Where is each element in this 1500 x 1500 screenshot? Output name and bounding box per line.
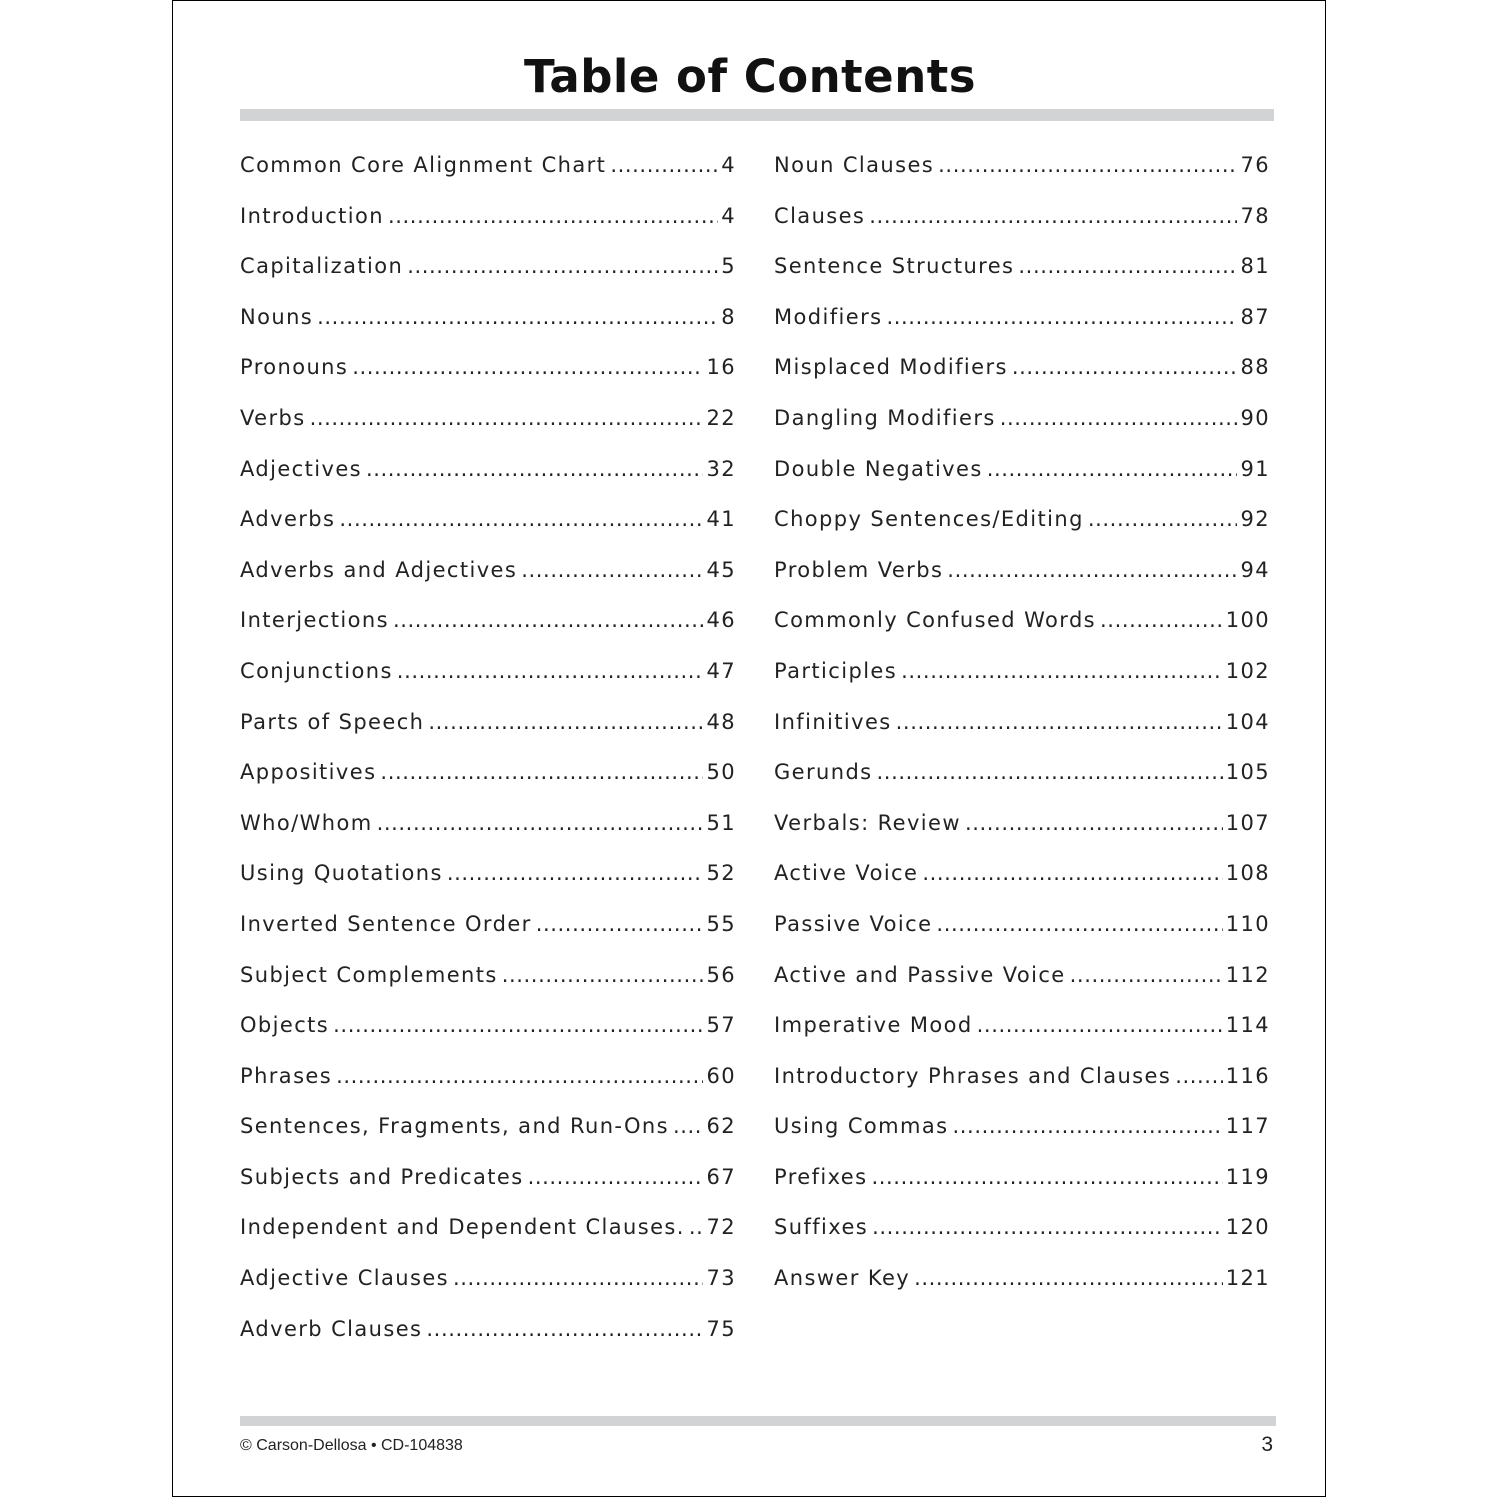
toc-entry-label: Noun Clauses xyxy=(774,153,935,177)
dot-leader xyxy=(1070,963,1223,987)
toc-entry-label: Dangling Modifiers xyxy=(774,405,996,430)
toc-entry-page-number: 45 xyxy=(706,557,736,582)
toc-entry-label: Parts of Speech xyxy=(240,709,425,734)
toc-entry-label: Passive Voice xyxy=(774,911,933,936)
toc-entry-page-number: 51 xyxy=(706,810,736,835)
toc-entry xyxy=(774,406,1270,457)
toc-entry xyxy=(774,355,1270,406)
toc-entry xyxy=(774,1114,1270,1165)
dot-leader xyxy=(393,608,704,632)
toc-entry-label: Prefixes xyxy=(774,1164,868,1189)
toc-entry-page-number: 94 xyxy=(1240,557,1270,582)
dot-leader xyxy=(914,1266,1223,1290)
toc-entry xyxy=(240,355,736,406)
title-divider xyxy=(240,109,1274,121)
dot-leader xyxy=(936,912,1222,936)
toc-entry-page-number: 119 xyxy=(1225,1164,1270,1189)
toc-entry-page-number: 4 xyxy=(721,203,736,228)
toc-entry-page-number: 60 xyxy=(706,1063,736,1088)
toc-entry xyxy=(240,254,736,305)
toc-entry xyxy=(240,204,736,255)
toc-entry-page-number: 57 xyxy=(706,1013,736,1038)
toc-entry-page-number: 52 xyxy=(706,861,736,886)
toc-entry-label: Phrases xyxy=(240,1063,333,1088)
dot-leader xyxy=(896,710,1223,734)
toc-entry-page-number: 48 xyxy=(706,709,736,734)
toc-entry-page-number: 87 xyxy=(1240,304,1270,329)
dot-leader xyxy=(965,811,1223,835)
toc-entry-page-number: 90 xyxy=(1240,405,1270,430)
dot-leader xyxy=(922,861,1222,885)
toc-entry xyxy=(774,305,1270,356)
toc-entry-page-number: 16 xyxy=(706,355,736,380)
toc-entry xyxy=(240,153,736,204)
toc-entry xyxy=(774,1266,1270,1317)
toc-entry xyxy=(240,1165,736,1216)
dot-leader xyxy=(333,1013,703,1037)
toc-entry xyxy=(774,912,1270,963)
toc-entry-label: Conjunctions xyxy=(240,658,393,683)
toc-entry xyxy=(240,912,736,963)
toc-entry xyxy=(240,1266,736,1317)
toc-left-column xyxy=(240,153,736,1367)
dot-leader xyxy=(339,507,703,531)
toc-entry-page-number: 76 xyxy=(1240,153,1270,177)
toc-entry-label: Introductory Phrases and Clauses xyxy=(774,1063,1172,1088)
dot-leader xyxy=(397,659,704,683)
dot-leader xyxy=(380,760,703,784)
toc-entry xyxy=(774,1215,1270,1266)
toc-entry xyxy=(774,558,1270,609)
toc-entry-page-number: 72 xyxy=(706,1215,736,1240)
toc-entry-page-number: 56 xyxy=(706,962,736,987)
dot-leader xyxy=(610,153,718,177)
toc-entry-label: Commonly Confused Words xyxy=(774,608,1097,633)
toc-entry-label: Double Negatives xyxy=(774,456,983,481)
toc-entry-label: Inverted Sentence Order xyxy=(240,911,532,936)
dot-leader xyxy=(447,861,704,885)
toc-entry-label: Imperative Mood xyxy=(774,1013,973,1038)
dot-leader xyxy=(938,153,1237,177)
toc-entry xyxy=(774,1165,1270,1216)
toc-entry-label: Verbs xyxy=(240,405,306,430)
toc-entry xyxy=(240,861,736,912)
toc-entry xyxy=(240,507,736,558)
toc-entry-page-number: 50 xyxy=(706,760,736,785)
toc-entry-label: Introduction xyxy=(240,203,384,228)
dot-leader xyxy=(453,1266,703,1290)
dot-leader xyxy=(388,204,718,228)
toc-entry xyxy=(240,710,736,761)
toc-entry xyxy=(240,659,736,710)
toc-entry-page-number: 88 xyxy=(1240,355,1270,380)
page-title: Table of Contents xyxy=(523,50,977,103)
toc-entry-label: Sentences, Fragments, and Run-Ons xyxy=(240,1114,669,1139)
toc-entry-page-number: 117 xyxy=(1225,1114,1270,1139)
toc-entry-label: Appositives xyxy=(240,760,377,785)
dot-leader xyxy=(1000,406,1238,430)
toc-entry-label: Common Core Alignment Chart xyxy=(240,153,607,177)
dot-leader xyxy=(428,710,703,734)
dot-leader xyxy=(901,659,1223,683)
dot-leader xyxy=(426,1317,703,1341)
dot-leader xyxy=(1175,1064,1223,1088)
toc-entry-page-number: 92 xyxy=(1240,507,1270,532)
footer-copyright: © Carson-Dellosa • CD-104838 xyxy=(240,1437,463,1454)
toc-entry-label: Active and Passive Voice xyxy=(774,962,1066,987)
toc-entry-label: Subject Complements xyxy=(240,962,498,987)
toc-entry xyxy=(774,254,1270,305)
dot-leader xyxy=(872,1215,1223,1239)
toc-entry xyxy=(240,608,736,659)
dot-leader xyxy=(528,1165,704,1189)
dot-leader xyxy=(377,811,704,835)
toc-entry-page-number: 120 xyxy=(1225,1215,1270,1240)
toc-entry-page-number: 116 xyxy=(1225,1063,1270,1088)
toc-entry-label: Sentence Structures xyxy=(774,254,1015,279)
toc-entry-label: Active Voice xyxy=(774,861,919,886)
toc-entry-label: Adjective Clauses xyxy=(240,1266,449,1291)
toc-entry-page-number: 22 xyxy=(706,405,736,430)
toc-entry xyxy=(240,305,736,356)
toc-entry-label: Problem Verbs xyxy=(774,557,944,582)
toc-entry-page-number: 5 xyxy=(721,254,736,279)
toc-entry-label: Adverbs xyxy=(240,507,336,532)
toc-entry xyxy=(774,811,1270,862)
toc-entry xyxy=(774,608,1270,659)
toc-entry xyxy=(240,1114,736,1165)
toc-entry-page-number: 32 xyxy=(706,456,736,481)
toc-entry-label: Pronouns xyxy=(240,355,349,380)
dot-leader xyxy=(352,355,703,379)
dot-leader xyxy=(310,406,704,430)
dot-leader xyxy=(987,457,1238,481)
toc-entry-page-number: 73 xyxy=(706,1266,736,1291)
toc-entry-label: Gerunds xyxy=(774,760,873,785)
toc-entry-label: Objects xyxy=(240,1013,330,1038)
toc-entry-label: Modifiers xyxy=(774,304,883,329)
toc-entry xyxy=(240,1064,736,1115)
footer-page-number: 3 xyxy=(1261,1433,1273,1456)
toc-entry-label: Misplaced Modifiers xyxy=(774,355,1008,380)
toc-entry-label: Infinitives xyxy=(774,709,892,734)
toc-entry-label: Choppy Sentences/Editing xyxy=(774,507,1084,532)
dot-leader xyxy=(869,204,1237,228)
toc-entry xyxy=(774,457,1270,508)
toc-entry-label: Who/Whom xyxy=(240,810,373,835)
toc-entry-label: Interjections xyxy=(240,608,389,633)
toc-entry xyxy=(774,1064,1270,1115)
dot-leader xyxy=(871,1165,1222,1189)
toc-entry-page-number: 91 xyxy=(1240,456,1270,481)
toc-entry-label: Using Quotations xyxy=(240,861,443,886)
toc-entry-page-number: 47 xyxy=(706,658,736,683)
toc-entry xyxy=(240,1215,736,1266)
dot-leader xyxy=(366,457,703,481)
toc-entry-page-number: 75 xyxy=(706,1316,736,1341)
dot-leader xyxy=(1088,507,1238,531)
toc-entry-label: Suffixes xyxy=(774,1215,869,1240)
dot-leader xyxy=(317,305,718,329)
dot-leader xyxy=(953,1114,1223,1138)
dot-leader xyxy=(1018,254,1237,278)
toc-entry-label: Clauses xyxy=(774,203,866,228)
footer-divider xyxy=(240,1416,1276,1426)
dot-leader xyxy=(336,1064,703,1088)
dot-leader xyxy=(877,760,1223,784)
toc-entry-page-number: 110 xyxy=(1225,911,1270,936)
toc-entry xyxy=(240,1013,736,1064)
toc-entry xyxy=(240,760,736,811)
toc-entry xyxy=(240,457,736,508)
toc-entry xyxy=(774,153,1270,204)
toc-right-column xyxy=(774,153,1270,1317)
dot-leader xyxy=(947,558,1237,582)
dot-leader xyxy=(536,912,704,936)
toc-entry-page-number: 8 xyxy=(721,304,736,329)
toc-entry xyxy=(774,507,1270,558)
toc-entry xyxy=(774,710,1270,761)
toc-entry xyxy=(240,1317,736,1368)
toc-entry-page-number: 107 xyxy=(1225,810,1270,835)
dot-leader xyxy=(502,963,704,987)
toc-entry-page-number: 112 xyxy=(1225,962,1270,987)
dot-leader xyxy=(1012,355,1238,379)
dot-leader xyxy=(1100,608,1223,632)
toc-entry-page-number: 41 xyxy=(706,507,736,532)
toc-entry-page-number: 104 xyxy=(1225,709,1270,734)
toc-entry xyxy=(774,1013,1270,1064)
dot-leader xyxy=(673,1114,704,1138)
dot-leader xyxy=(689,1215,704,1239)
toc-entry-page-number: 4 xyxy=(721,153,736,177)
toc-entry xyxy=(774,659,1270,710)
toc-entry-page-number: 108 xyxy=(1225,861,1270,886)
dot-leader xyxy=(886,305,1237,329)
toc-entry-label: Nouns xyxy=(240,304,314,329)
toc-entry xyxy=(240,406,736,457)
toc-entry-page-number: 100 xyxy=(1225,608,1270,633)
toc-entry xyxy=(774,963,1270,1014)
dot-leader xyxy=(521,558,703,582)
toc-entry-label: Using Commas xyxy=(774,1114,949,1139)
toc-entry xyxy=(240,811,736,862)
toc-entry-page-number: 55 xyxy=(706,911,736,936)
toc-entry-page-number: 121 xyxy=(1225,1266,1270,1291)
dot-leader xyxy=(407,254,718,278)
toc-entry-label: Capitalization xyxy=(240,254,404,279)
toc-entry-page-number: 102 xyxy=(1225,658,1270,683)
toc-entry-page-number: 46 xyxy=(706,608,736,633)
toc-entry-page-number: 105 xyxy=(1225,760,1270,785)
toc-entry xyxy=(240,558,736,609)
toc-entry-label: Adjectives xyxy=(240,456,362,481)
toc-entry-label: Adverb Clauses xyxy=(240,1316,423,1341)
toc-entry-label: Answer Key xyxy=(774,1266,911,1291)
toc-entry xyxy=(240,963,736,1014)
dot-leader xyxy=(977,1013,1223,1037)
toc-entry-page-number: 62 xyxy=(706,1114,736,1139)
toc-entry-label: Participles xyxy=(774,658,898,683)
toc-entry-page-number: 78 xyxy=(1240,203,1270,228)
toc-entry-page-number: 114 xyxy=(1225,1013,1270,1038)
toc-entry-label: Subjects and Predicates xyxy=(240,1164,524,1189)
toc-entry-page-number: 81 xyxy=(1240,254,1270,279)
toc-entry xyxy=(774,204,1270,255)
toc-entry-label: Adverbs and Adjectives xyxy=(240,557,518,582)
toc-entry xyxy=(774,861,1270,912)
toc-entry xyxy=(774,760,1270,811)
toc-entry-page-number: 67 xyxy=(706,1164,736,1189)
toc-entry-label: Independent and Dependent Clauses. xyxy=(240,1215,685,1240)
toc-entry-label: Verbals: Review xyxy=(774,810,961,835)
